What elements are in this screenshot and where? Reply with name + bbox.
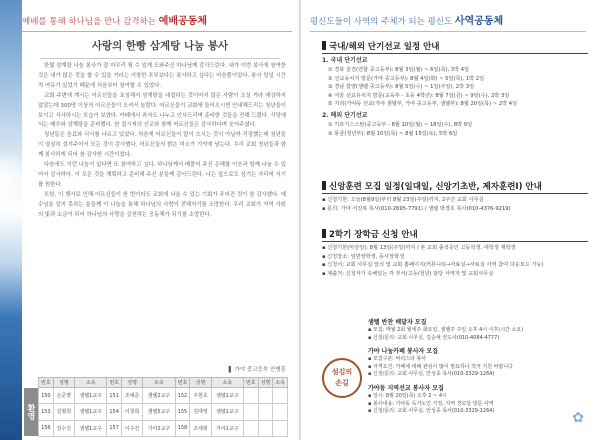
right-page [300,0,600,440]
volunteer-item-detail: ▪ 봉사내용: 가야동 독거노인 가정, 지역 경로당 방문 사역 [368,400,494,407]
table-cell: 장수진 [53,420,74,436]
col-header: 성명 [258,378,273,388]
col-header: 성명 [53,378,74,388]
essay-paragraph: 한빛 삼계탕 나눔 봉사가 잘 마무리 될 수 있게 도와주신 하나님께 감사드린다. 내가 이번 봉사에 참여한 것은 내가 많은 것을 할 수 있을 거라는 거창한 포부보다는 봉사하고 싶다는 마음뿐이었다. 봉사 당일 시간적 여유가 있었기 때문에 처음부터 참여할 수 있었다. [38,63,286,89]
volunteer-item-detail: ▪ 신청/문의: 교회 사무실, 김순애 권도사(010-4084-4777) [368,334,500,341]
table-cell [273,404,288,420]
essay-title: 사랑의 한빵 삼계탕 나눔 봉사 [40,38,280,59]
table-cell [273,388,288,404]
sky-sea-decoration [0,0,22,440]
col-header: 성명 [190,378,211,388]
table-cell: 샘텔2교구 [143,388,175,404]
right-header [310,12,586,32]
info-item: ▪ 신청기한(마감일): 8월 13일(주일)까지 / 본 교회 출석중인 고등학생, 대학생 재학생 [322,245,516,251]
table-cell: 샘텔1교구 [74,388,106,404]
info-item: ▪ 문의: 가야 서진복 목사(010-2695-7791) / 샘텔 박경호 목사(010-4376-9219) [322,205,511,212]
schedule-item: ① 경북 울진(연합 중고등부): 8월 3일(월) ~ 6일(목), 3박 4일 [328,67,470,73]
table-cell: 샘텔1교구 [211,388,243,404]
table-cell: 155 [175,404,190,420]
volunteer-item-detail: ▪ 모집구분: 바리스타 봉사 [368,356,427,363]
table-cell: 150 [39,388,54,404]
training-title-text: 신앙훈련 모집 일정(일대일, 신앙기초반, 제자훈련Ⅰ) 안내 [329,182,542,192]
flower-decoration-icon: ✿ [572,410,584,426]
table-cell: 가야1교구 [211,420,243,436]
mission-trip-title-text: 국내/해외 단기선교 일정 안내 [329,42,440,52]
right-header-subtitle: 평신도들이 사역의 주체가 되는 평신도 [310,17,455,27]
section-marker [322,41,326,50]
table-cell: 샘텔1교구 [74,404,106,420]
table-cell [273,420,288,436]
info-item: ▪ 신청장소: 일반장학생, 동사장학생 [322,253,405,260]
volunteer-item-detail: ▪ 모집: 매월 2회 월에주 화요일, 샘텔주 주일 오후 4시 이후(시간 소요) [368,327,524,333]
volunteer-item-detail: ▪ 일시: 8월 20일(목) 오후 2 ~ 4시 [368,392,447,399]
table-cell: 153 [39,404,54,420]
table-cell: 김형희 [53,404,74,420]
col-header: 번호 [175,378,190,388]
schedule-item: ② 몽골(청년부): 8월 10일(목) ~ 8월 15일(토), 5박 6일 [328,130,458,137]
schedule-item: ③ 경남 함양(샘텔 중고등부): 8월 5일(수) ~ 1일(주일), 2박 3일 [328,84,475,91]
schedule-item: ④ 서울 선교유치지 방문(교육부 - 초등 4학년): 8월 7일(금) ~ 9일(수), 2박 3일 [328,92,510,99]
volunteer-item-title: 가야 나눔카페 봉사자 모집 [368,348,439,356]
essay-author: ▌ 가야 중고등부 안병훈 [228,367,286,373]
schedule-item: ① 키르기스스탄(중고등부 - 8월 10일(월) ~ 18일(수), 8박 9일 [328,121,473,128]
domestic-mission-heading: 1. 국내 단기선교 [322,57,368,64]
table-cell: 조세희 [190,420,211,436]
col-header: 번호 [39,378,54,388]
section-marker [322,229,326,238]
welcome-table [38,377,288,437]
volunteer-list [368,318,592,416]
table-cell [243,404,258,420]
essay-paragraph: 청년들은 음료와 식사를 나르고 있었다. 처음에 어르신들이 많이 오시는 것이 아닐까 걱정했는데 청년들이 열심히 섬겨주어서 모든 것이 감사했다. 어르신들의 밝은 미소가 기억에 남는다. 우리 교회 청년들과 함께 봉사하게 되어 참 감사한 시간이었다. [38,132,286,159]
left-header-subtitle: 예배를 통해 하나님을 만나 감격하는 [22,17,159,27]
scholarship-section [322,228,588,278]
volunteer-item-detail: ▪ 자격요건: 카페에 대해 관심이 많이 필요하나 적극 지원 바랍니다 [368,363,513,370]
col-header: 소속 [74,378,106,388]
welcome-header-row [39,378,288,388]
volunteer-label: 섬김의 손길 [322,358,362,398]
essay-body [38,62,286,221]
table-cell: 이창희 [121,404,142,420]
mission-trip-section [322,40,588,138]
col-header: 번호 [243,378,258,388]
essay-paragraph: 또한, 이 행사로 인해 어르신들이 한 번이라도 교회에 나올 수 있는 기회가 주어진 것이 참 감사했다. 예수님을 알지 못하는 분들께 이 나눔을 통해 하나님의 사랑이 전해지기를 소망한다. 우리 교회가 지역 사회의 빛과 소금이 되어 하나님의 사랑을 실천하는 공동체가 되기를 소망한다. [38,191,286,218]
volunteer-item-title: 샘텔 반찬 배달자 모집 [368,319,427,326]
left-header-title: 예배공동체 [158,16,207,27]
table-cell: 조예준 [121,388,142,404]
info-item: ▪ 제출처: 신청자가 속해있는 각 부서(고등/청년) 담당 사역자 및 교회사무실 [322,270,494,277]
schedule-item: ② 선교유치지 방문(가야 중고등부): 8월 4일(화) ~ 5일(목), 1박 2일 [328,75,485,82]
table-cell: 157 [107,420,122,436]
table-cell: 샘텔1교구 [74,420,106,436]
col-header: 번호 [107,378,122,388]
table-cell: 이수진 [121,420,142,436]
col-header: 소속 [211,378,243,388]
training-section [322,180,588,213]
volunteer-item-detail: ▪ 신청/문의: 교회 사무실, 안성종 목사(010-3329-1264) [368,408,495,415]
table-cell: 151 [107,388,122,404]
table-cell [258,404,273,420]
table-row [39,388,288,404]
table-row [39,404,288,420]
table-cell [258,388,273,404]
left-header [22,12,292,32]
essay-paragraph: 교회 주변에 계시는 어르신들을 초청해서 삼계탕을 대접하는 것이어서 많은 사람이 오실 거라 예상하지 않았는데 300명 이상의 어르신들이 오셔서 놀랐다. 어르신들이 교회에 들어오시면 안내해드리는 청년들이 보이고 식사하시는 모습이 보였다. 카페에서 과자도 나누고 인사드리며 준비한 것들을 전해 드렸다. 식당에서는 배추와 삼계탕을 준비했다. 한 접시씩의 선교와 함께 어르신들은 감사하다며 웃어주셨다. [38,92,286,129]
table-cell: 158 [175,420,190,436]
mission-trip-title [322,40,588,54]
volunteer-section [322,318,590,436]
schedule-item: ⑤ 지리(가야동 선교(가야 샘텔부, 가야 중고등부, 샘텔부): 8월 20일(목) ~ 2박 4일 [328,101,518,108]
training-title [322,180,588,194]
table-cell: 가야2교구 [143,420,175,436]
section-marker [322,181,326,190]
col-header: 성명 [121,378,142,388]
right-header-title: 사역공동체 [454,16,504,27]
scholarship-title-text: 2학기 장학금 신청 안내 [329,230,418,240]
volunteer-item-title: 가야동 지역선교 봉사자 모집 [368,384,444,392]
info-item: ▪ 신청서: 교회 사무실 앞의 및 교회 홈페이지(커뮤니티→자료실→자료실 사역 참여 다운로드 가능) [322,262,544,269]
table-cell [243,388,258,404]
col-header: 소속 [143,378,175,388]
table-row [39,420,288,436]
essay-paragraph: 다음에도 이런 나눔이 있다면 또 참여하고 싶다. 하나님께서 베풀어 주신 은혜를 이웃과 함께 나눌 수 있어서 감사하다. 이 모든 것을 계획하고 준비해 주신 분들께 감사드린다. 나는 앞으로도 섬기는 자리에 서기를 원한다. [38,162,286,188]
scholarship-title [322,228,588,242]
table-cell: 156 [39,420,54,436]
table-cell: 샘텔1교구 [211,404,243,420]
volunteer-item-detail: ▪ 신청/문의: 교회 사무실, 안성종 목사(010-3329-1264) [368,371,495,378]
table-cell: 주현호 [190,388,211,404]
table-cell: 손준명 [53,388,74,404]
table-cell: 154 [107,404,122,420]
overseas-mission-heading: 2. 해외 단기선교 [322,111,368,119]
info-item: ▪ 신청기한: 오늘(8월9일)부터 8월 23일(주일)까지, 2주간 교회 사무실 [322,197,484,203]
col-header: 소속 [273,378,288,388]
table-cell: 152 [175,388,190,404]
table-cell [258,420,273,436]
welcome-side-label: 환영 [24,388,38,436]
table-cell: 샘텔5교구 [143,404,175,420]
table-cell: 김태영 [190,404,211,420]
table-cell [243,420,258,436]
